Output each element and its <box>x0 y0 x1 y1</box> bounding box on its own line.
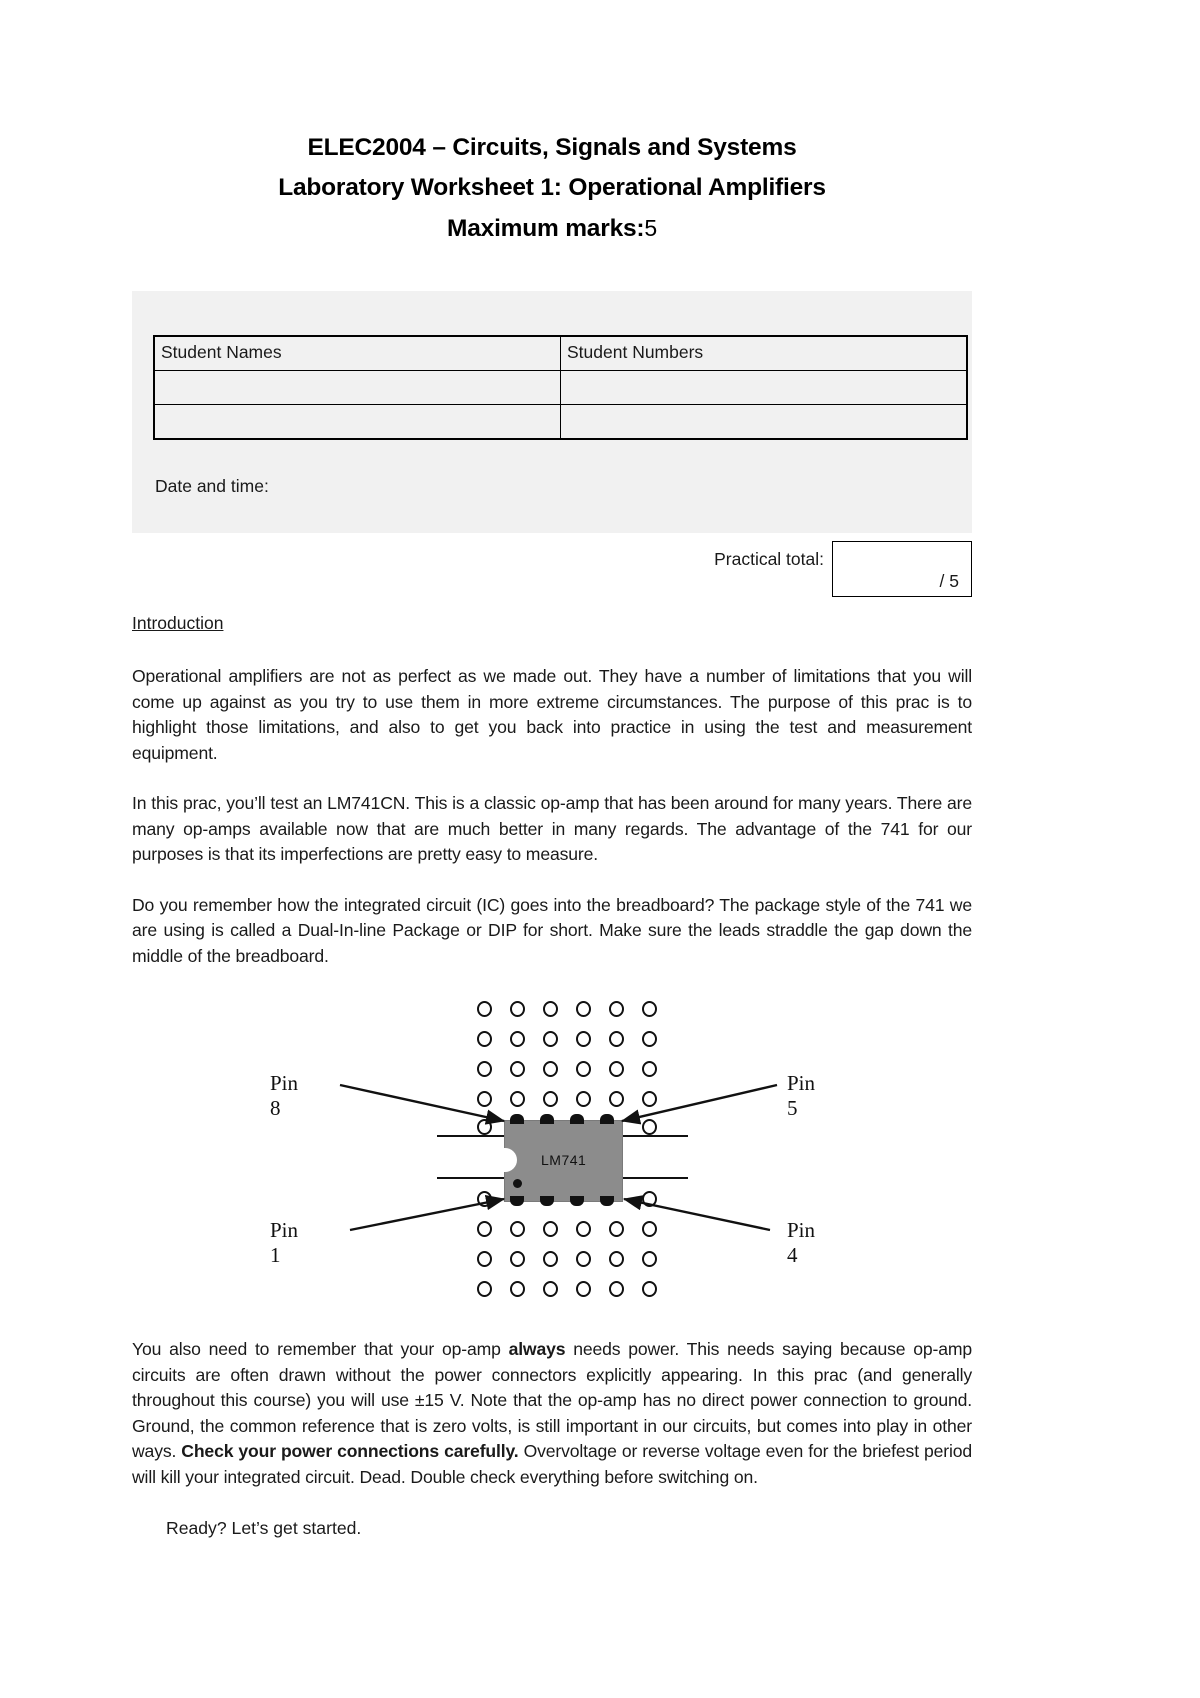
introduction-section <box>132 599 972 969</box>
student-name-cell-1[interactable] <box>154 371 561 405</box>
page-content <box>132 0 972 1542</box>
pin-callout-arrows <box>132 993 972 1313</box>
practical-total-box[interactable] <box>832 541 972 597</box>
power-note-part1: You also need to remember that your op-amp <box>132 1339 509 1359</box>
ready-line: Ready? Let’s get started. <box>166 1518 362 1538</box>
pin-label-8: Pin 8 <box>270 1071 299 1120</box>
intro-paragraph-2: In this prac, you’ll test an LM741CN. This is a classic op-amp that has been around for many years. There are many op-amps available now that are much better in many regards. The advantage of the 741 for our purposes is that its imperfections are pretty easy to measure. <box>132 793 972 864</box>
practical-total-row <box>132 541 972 599</box>
column-header-student-names: Student Names <box>154 336 561 371</box>
student-number-cell-2[interactable] <box>561 405 968 440</box>
maximum-marks-value: 5 <box>644 215 657 241</box>
table-row <box>154 405 967 440</box>
table-row <box>154 371 967 405</box>
pin-label-5: Pin 5 <box>787 1071 816 1120</box>
date-and-time-field[interactable] <box>155 476 954 497</box>
maximum-marks-label: Maximum marks: <box>447 215 645 242</box>
title-line-worksheet: Laboratory Worksheet 1: Operational Amplifiers <box>278 174 826 201</box>
pin-label-4: Pin 4 <box>787 1218 816 1267</box>
table-header-row <box>154 336 967 371</box>
power-note-paragraph <box>132 1337 972 1490</box>
column-header-student-numbers: Student Numbers <box>561 336 968 371</box>
student-table <box>153 335 968 440</box>
date-and-time-label: Date and time: <box>155 476 269 496</box>
student-info-panel <box>132 291 972 533</box>
student-name-cell-2[interactable] <box>154 405 561 440</box>
power-note-bold-check: Check your power connections carefully. <box>181 1441 519 1461</box>
ic-chip-label: LM741 <box>541 1152 587 1168</box>
power-note-part3: Overvoltage or reverse voltage even for the briefest period will kill your integrated circuit. Dead. Double check everything before switching on. <box>132 1441 972 1487</box>
title-line-marks <box>132 208 972 249</box>
breadboard-figure <box>132 993 972 1313</box>
intro-paragraph-1: Operational amplifiers are not as perfect as we made out. They have a number of limitations that you will come up against as you try to use them in more extreme circumstances. The purpose of this prac is to highlight those limitations, and also to get you back into practice in using the test and measurement equipment. <box>132 666 972 763</box>
power-note-bold-always: always <box>508 1339 566 1359</box>
practical-total-value: / 5 <box>939 571 959 591</box>
introduction-heading: Introduction <box>132 613 224 633</box>
pin-label-1: Pin 1 <box>270 1218 299 1267</box>
power-note-part2: needs power. This needs saying because op-amp circuits are often drawn without the power connectors explicitly appearing. In this prac (and generally throughout this course) you will use ±15 V. Note that the op-amp has no direct power connection to ground. Ground, the common reference that is zero volts, is still important in our circuits, but comes into play in other ways. <box>132 1339 972 1461</box>
practical-total-label: Practical total: <box>714 549 824 569</box>
student-number-cell-1[interactable] <box>561 371 968 405</box>
intro-paragraph-3: Do you remember how the integrated circuit (IC) goes into the breadboard? The package style of the 741 we are using is called a Dual-In-line Package or DIP for short. Make sure the leads straddle the gap down the middle of the breadboard. <box>132 894 972 966</box>
title-line-course: ELEC2004 – Circuits, Signals and Systems <box>307 134 797 161</box>
page-title <box>132 0 972 249</box>
